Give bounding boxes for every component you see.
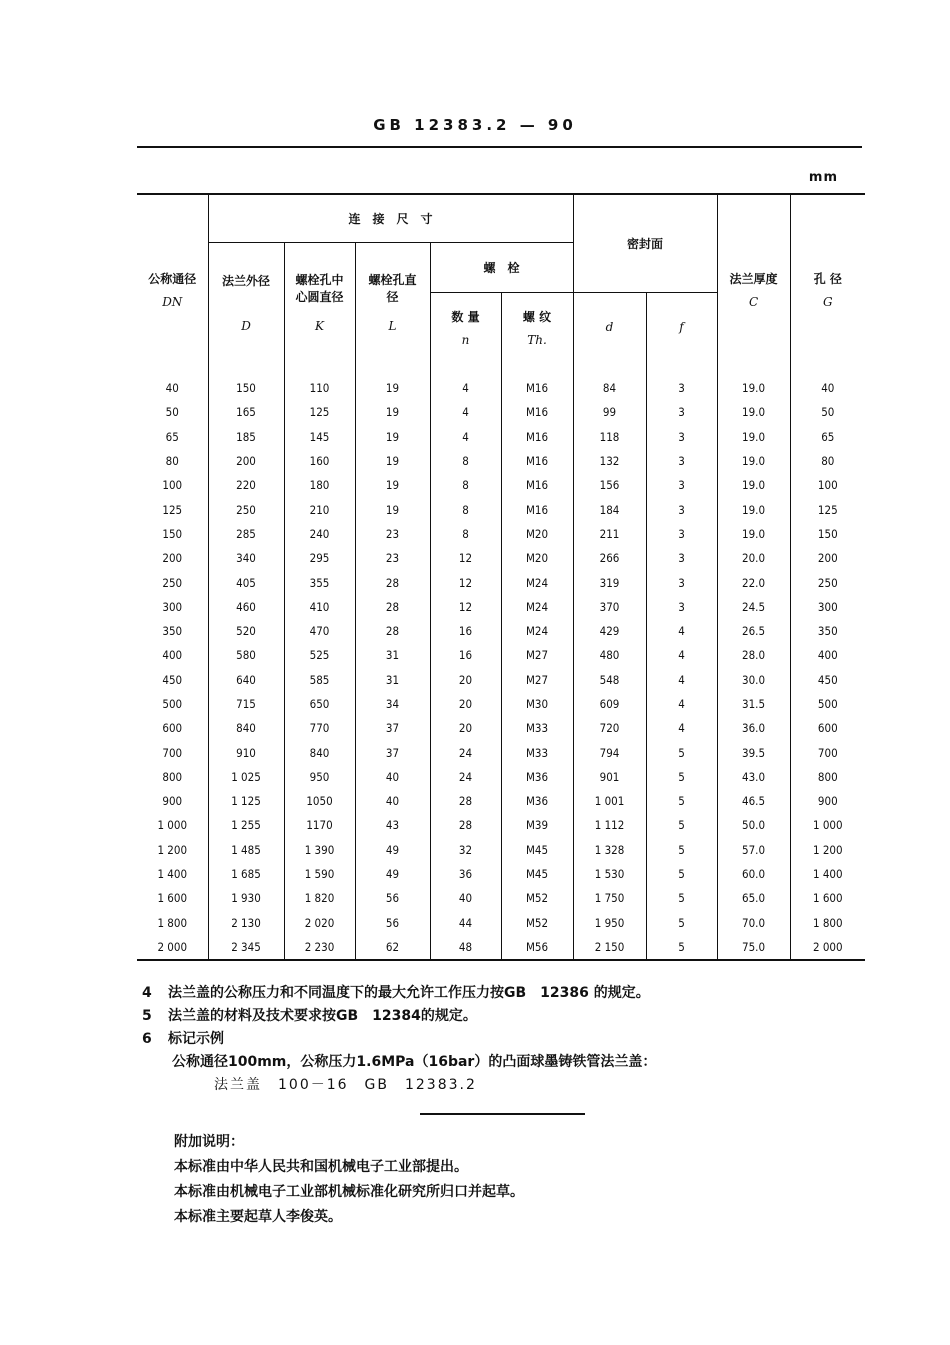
table-cell: 650 [284, 692, 355, 716]
table-cell: 20.0 [717, 546, 790, 570]
table-row [137, 838, 865, 862]
table-cell: 405 [208, 570, 284, 594]
table-row [137, 473, 865, 497]
table-cell: 165 [208, 400, 284, 424]
table-cell: 525 [284, 643, 355, 667]
table-cell: M20 [501, 546, 573, 570]
table-cell: 31.5 [717, 692, 790, 716]
table-cell: 40 [790, 362, 865, 400]
note-4: 4 法兰盖的公称压力和不同温度下的最大允许工作压力按GB 12386 的规定。 [142, 985, 650, 1001]
table-cell: 1 200 [157, 842, 188, 857]
table-cell: 210 [284, 497, 355, 521]
table-row [137, 400, 865, 424]
col-header-dn: 公称通径 DN [137, 194, 208, 362]
marking-example-line1: 公称通径100mm，公称压力1.6MPa（16bar）的凸面球墨铸铁管法兰盖： [172, 1054, 657, 1070]
table-cell: 49 [355, 838, 430, 862]
table-cell: 80 [165, 454, 179, 469]
table-cell: 100 [162, 478, 183, 493]
table-cell: 3 [646, 497, 717, 521]
table-cell: 900 [790, 789, 865, 813]
table-cell: 1 950 [573, 911, 646, 935]
table-cell: 429 [573, 619, 646, 643]
table-cell: M52 [501, 911, 573, 935]
table-cell: 31 [355, 668, 430, 692]
table-cell: 56 [355, 886, 430, 910]
table-cell: 1 820 [284, 886, 355, 910]
table-cell: 900 [162, 794, 183, 809]
table-cell: M24 [501, 570, 573, 594]
table-cell: 1 000 [157, 818, 188, 833]
table-cell: M16 [501, 449, 573, 473]
table-cell: 50 [790, 400, 865, 424]
table-cell: M45 [501, 838, 573, 862]
table-cell: 40 [355, 765, 430, 789]
col-header-bolt-count: 数 量 n [430, 292, 501, 362]
table-cell: 30.0 [717, 668, 790, 692]
additional-notes [174, 1130, 524, 1230]
table-cell: M27 [501, 668, 573, 692]
marking-example-line2: 法兰盖 100－16 GB 12383.2 [214, 1077, 477, 1093]
table-cell: 4 [646, 668, 717, 692]
table-cell: 8 [430, 449, 501, 473]
table-cell: 1 255 [208, 813, 284, 837]
table-cell: 50.0 [717, 813, 790, 837]
table-cell: 1 590 [284, 862, 355, 886]
table-cell: 720 [573, 716, 646, 740]
section-divider [420, 1113, 585, 1115]
table-row [137, 862, 865, 886]
table-row [137, 449, 865, 473]
table-cell: M16 [501, 425, 573, 449]
table-cell: 770 [284, 716, 355, 740]
table-body [137, 362, 865, 960]
table-cell: 19 [355, 425, 430, 449]
table-cell: 450 [790, 668, 865, 692]
table-cell: 28 [355, 619, 430, 643]
table-cell: 480 [573, 643, 646, 667]
table-cell: 65 [165, 429, 179, 444]
table-row [137, 765, 865, 789]
table-cell: 48 [430, 935, 501, 960]
table-cell: 580 [208, 643, 284, 667]
table-cell: 4 [430, 400, 501, 424]
table-cell: 19.0 [717, 522, 790, 546]
table-cell: 4 [646, 716, 717, 740]
table-row [137, 619, 865, 643]
table-cell: 319 [573, 570, 646, 594]
table-cell: 1 000 [790, 813, 865, 837]
table-cell: 355 [284, 570, 355, 594]
table-cell: 700 [790, 740, 865, 764]
col-header-bolt-hole: 螺栓孔直径 L [355, 242, 430, 362]
col-header-bolt: 螺 栓 [430, 242, 573, 292]
table-cell: 1 600 [790, 886, 865, 910]
table-cell: 5 [646, 886, 717, 910]
table-cell: M16 [501, 400, 573, 424]
table-cell: 500 [790, 692, 865, 716]
table-row [137, 692, 865, 716]
table-cell: 28 [430, 813, 501, 837]
table-cell: 36 [430, 862, 501, 886]
table-cell: 19.0 [717, 449, 790, 473]
table-cell: 200 [790, 546, 865, 570]
table-cell: 585 [284, 668, 355, 692]
table-row [137, 546, 865, 570]
table-cell: M39 [501, 813, 573, 837]
additional-title: 附加说明： [174, 1134, 244, 1150]
table-cell: 56 [355, 911, 430, 935]
table-cell: 19 [355, 497, 430, 521]
table-cell: 80 [790, 449, 865, 473]
table-cell: 250 [162, 575, 183, 590]
table-cell: 22.0 [717, 570, 790, 594]
table-cell: 23 [355, 522, 430, 546]
table-cell: 1 400 [157, 867, 188, 882]
table-cell: 5 [646, 813, 717, 837]
table-cell: 19 [355, 362, 430, 400]
table-cell: 1050 [284, 789, 355, 813]
table-cell: 28 [355, 595, 430, 619]
table-cell: 20 [430, 716, 501, 740]
table-cell: 910 [208, 740, 284, 764]
table-cell: 184 [573, 497, 646, 521]
table-cell: M20 [501, 522, 573, 546]
table-cell: 370 [573, 595, 646, 619]
table-cell: 150 [208, 362, 284, 400]
table-cell: M33 [501, 740, 573, 764]
table-row [137, 789, 865, 813]
table-cell: 3 [646, 473, 717, 497]
table-cell: 220 [208, 473, 284, 497]
table-cell: 4 [646, 619, 717, 643]
table-cell: 901 [573, 765, 646, 789]
table-row [137, 522, 865, 546]
table-cell: 49 [355, 862, 430, 886]
table-cell: 50 [165, 405, 179, 420]
table-cell: 150 [162, 526, 183, 541]
table-cell: 125 [790, 497, 865, 521]
table-cell: 350 [790, 619, 865, 643]
table-cell: 43.0 [717, 765, 790, 789]
table-cell: 2 345 [208, 935, 284, 960]
table-cell: 3 [646, 570, 717, 594]
table-cell: 3 [646, 522, 717, 546]
table-cell: M36 [501, 765, 573, 789]
table-cell: 125 [162, 502, 183, 517]
col-header-thread: 螺 纹 Th. [501, 292, 573, 362]
table-row [137, 716, 865, 740]
table-cell: 2 020 [284, 911, 355, 935]
table-cell: M24 [501, 595, 573, 619]
table-cell: 5 [646, 862, 717, 886]
table-cell: 62 [355, 935, 430, 960]
table-cell: 43 [355, 813, 430, 837]
table-cell: 609 [573, 692, 646, 716]
note-5: 5 法兰盖的材料及技术要求按GB 12384的规定。 [142, 1008, 477, 1024]
table-cell: 75.0 [717, 935, 790, 960]
table-cell: 250 [208, 497, 284, 521]
table-cell: 800 [790, 765, 865, 789]
table-row [137, 935, 865, 960]
table-cell: 200 [162, 551, 183, 566]
table-cell: 125 [284, 400, 355, 424]
table-cell: 548 [573, 668, 646, 692]
col-header-thickness: 法兰厚度 C [717, 194, 790, 362]
table-cell: 285 [208, 522, 284, 546]
table-cell: 70.0 [717, 911, 790, 935]
table-cell: 28.0 [717, 643, 790, 667]
notes-section [142, 982, 656, 1097]
table-cell: 65.0 [717, 886, 790, 910]
table-cell: 211 [573, 522, 646, 546]
table-cell: 200 [208, 449, 284, 473]
table-cell: 100 [790, 473, 865, 497]
table-cell: 4 [646, 692, 717, 716]
table-cell: 1 685 [208, 862, 284, 886]
col-header-bolt-circle: 螺栓孔中心圆直径 K [284, 242, 355, 362]
table-cell: 34 [355, 692, 430, 716]
table-cell: 250 [790, 570, 865, 594]
table-cell: 19 [355, 400, 430, 424]
col-header-seal-d: d [573, 292, 646, 362]
additional-line: 本标准由中华人民共和国机械电子工业部提出。 [174, 1159, 468, 1175]
table-cell: 65 [790, 425, 865, 449]
table-cell: 180 [284, 473, 355, 497]
table-cell: 8 [430, 473, 501, 497]
table-cell: 46.5 [717, 789, 790, 813]
table-cell: 8 [430, 522, 501, 546]
table-cell: 1 400 [790, 862, 865, 886]
table-cell: 840 [208, 716, 284, 740]
table-cell: 160 [284, 449, 355, 473]
table-cell: 84 [573, 362, 646, 400]
table-cell: 340 [208, 546, 284, 570]
table-cell: 1 485 [208, 838, 284, 862]
table-cell: 5 [646, 789, 717, 813]
table-cell: M16 [501, 473, 573, 497]
table-cell: 4 [430, 425, 501, 449]
table-row [137, 497, 865, 521]
table-cell: 5 [646, 740, 717, 764]
table-cell: 1 600 [157, 891, 188, 906]
note-6: 6 标记示例 [142, 1031, 224, 1047]
table-cell: 2 230 [284, 935, 355, 960]
table-cell: 1170 [284, 813, 355, 837]
table-cell: 24 [430, 765, 501, 789]
table-cell: 12 [430, 595, 501, 619]
table-cell: 4 [646, 643, 717, 667]
table-cell: 8 [430, 497, 501, 521]
table-cell: 20 [430, 692, 501, 716]
table-row [137, 813, 865, 837]
table-cell: M56 [501, 935, 573, 960]
table-cell: 24 [430, 740, 501, 764]
table-cell: 99 [573, 400, 646, 424]
table-cell: 19.0 [717, 425, 790, 449]
table-cell: 1 750 [573, 886, 646, 910]
table-cell: 600 [790, 716, 865, 740]
table-cell: 39.5 [717, 740, 790, 764]
table-cell: 1 930 [208, 886, 284, 910]
table-cell: 3 [646, 546, 717, 570]
table-cell: 40 [165, 381, 179, 396]
table-cell: M36 [501, 789, 573, 813]
table-cell: 2 000 [137, 935, 208, 960]
table-cell: 110 [284, 362, 355, 400]
col-header-seal: 密封面 [573, 194, 717, 292]
table-cell: 1 328 [573, 838, 646, 862]
table-cell: 28 [355, 570, 430, 594]
table-cell: 12 [430, 570, 501, 594]
table-cell: 1 112 [573, 813, 646, 837]
table-cell: 5 [646, 765, 717, 789]
table-cell: 150 [790, 522, 865, 546]
table-cell: 1 800 [157, 915, 188, 930]
table-cell: 19 [355, 473, 430, 497]
table-cell: 2 130 [208, 911, 284, 935]
table-cell: 470 [284, 619, 355, 643]
table-cell: 5 [646, 838, 717, 862]
table-cell: 450 [162, 672, 183, 687]
table-cell: 295 [284, 546, 355, 570]
table-cell: 2 150 [573, 935, 646, 960]
table-cell: 57.0 [717, 838, 790, 862]
table-cell: 19.0 [717, 400, 790, 424]
table-cell: 23 [355, 546, 430, 570]
table-cell: 20 [430, 668, 501, 692]
table-cell: 410 [284, 595, 355, 619]
table-cell: M16 [501, 497, 573, 521]
table-cell: 240 [284, 522, 355, 546]
table-cell: 44 [430, 911, 501, 935]
table-row [137, 570, 865, 594]
table-cell: 31 [355, 643, 430, 667]
table-cell: 19.0 [717, 497, 790, 521]
table-cell: 185 [208, 425, 284, 449]
table-row [137, 668, 865, 692]
table-cell: 4 [430, 362, 501, 400]
table-cell: 794 [573, 740, 646, 764]
table-cell: M30 [501, 692, 573, 716]
table-cell: 132 [573, 449, 646, 473]
table-cell: 37 [355, 740, 430, 764]
table-row [137, 886, 865, 910]
additional-line: 本标准主要起草人李俊英。 [174, 1209, 342, 1225]
table-cell: 28 [430, 789, 501, 813]
table-cell: M16 [501, 362, 573, 400]
table-cell: 26.5 [717, 619, 790, 643]
table-row [137, 911, 865, 935]
table-cell: 300 [162, 599, 183, 614]
table-cell: 350 [162, 624, 183, 639]
table-cell: 19 [355, 449, 430, 473]
table-cell: 40 [430, 886, 501, 910]
table-cell: 520 [208, 619, 284, 643]
table-row [137, 362, 865, 400]
standard-number: GB 12383.2 — 90 [373, 116, 577, 134]
col-header-connection: 连 接 尺 寸 [208, 194, 573, 242]
table-cell: 1 800 [790, 911, 865, 935]
table-cell: 16 [430, 643, 501, 667]
table-cell: 640 [208, 668, 284, 692]
col-header-seal-f: f [646, 292, 717, 362]
table-cell: M52 [501, 886, 573, 910]
table-cell: 2 000 [790, 935, 865, 960]
table-cell: 5 [646, 911, 717, 935]
table-cell: 118 [573, 425, 646, 449]
table-cell: 40 [355, 789, 430, 813]
table-cell: 950 [284, 765, 355, 789]
table-cell: 500 [162, 697, 183, 711]
table-cell: 19.0 [717, 362, 790, 400]
table-cell: M24 [501, 619, 573, 643]
table-cell: 145 [284, 425, 355, 449]
unit-label: mm [808, 170, 838, 185]
table-cell: 12 [430, 546, 501, 570]
table-cell: M33 [501, 716, 573, 740]
table-cell: M27 [501, 643, 573, 667]
col-header-outer-d: 法兰外径 D [208, 242, 284, 362]
table-cell: 3 [646, 362, 717, 400]
table-cell: 300 [790, 595, 865, 619]
table-cell: 1 200 [790, 838, 865, 862]
table-cell: 1 025 [208, 765, 284, 789]
table-cell: 60.0 [717, 862, 790, 886]
flange-dimension-table [137, 193, 865, 961]
table-cell: 5 [646, 935, 717, 960]
table-cell: 1 001 [573, 789, 646, 813]
table-cell: 1 390 [284, 838, 355, 862]
table-cell: 19.0 [717, 473, 790, 497]
table-cell: 32 [430, 838, 501, 862]
table-cell: 3 [646, 425, 717, 449]
table-cell: 800 [162, 769, 183, 784]
table-cell: 1 125 [208, 789, 284, 813]
table-cell: 460 [208, 595, 284, 619]
table-cell: 840 [284, 740, 355, 764]
table-row [137, 643, 865, 667]
table-cell: 600 [162, 721, 183, 736]
table-cell: 3 [646, 595, 717, 619]
table-cell: 1 530 [573, 862, 646, 886]
table-row [137, 740, 865, 764]
col-header-hole: 孔 径 G [790, 194, 865, 362]
table-cell: 156 [573, 473, 646, 497]
table-cell: 400 [790, 643, 865, 667]
table-cell: 400 [162, 648, 183, 663]
table-cell: 3 [646, 449, 717, 473]
table-cell: 715 [208, 692, 284, 716]
table-cell: M45 [501, 862, 573, 886]
table-cell: 700 [162, 745, 183, 760]
table-cell: 3 [646, 400, 717, 424]
table-cell: 16 [430, 619, 501, 643]
header-rule [137, 146, 862, 148]
table-cell: 37 [355, 716, 430, 740]
table-cell: 24.5 [717, 595, 790, 619]
additional-line: 本标准由机械电子工业部机械标准化研究所归口并起草。 [174, 1184, 524, 1200]
table-row [137, 595, 865, 619]
table-cell: 36.0 [717, 716, 790, 740]
table-row [137, 425, 865, 449]
table-cell: 266 [573, 546, 646, 570]
